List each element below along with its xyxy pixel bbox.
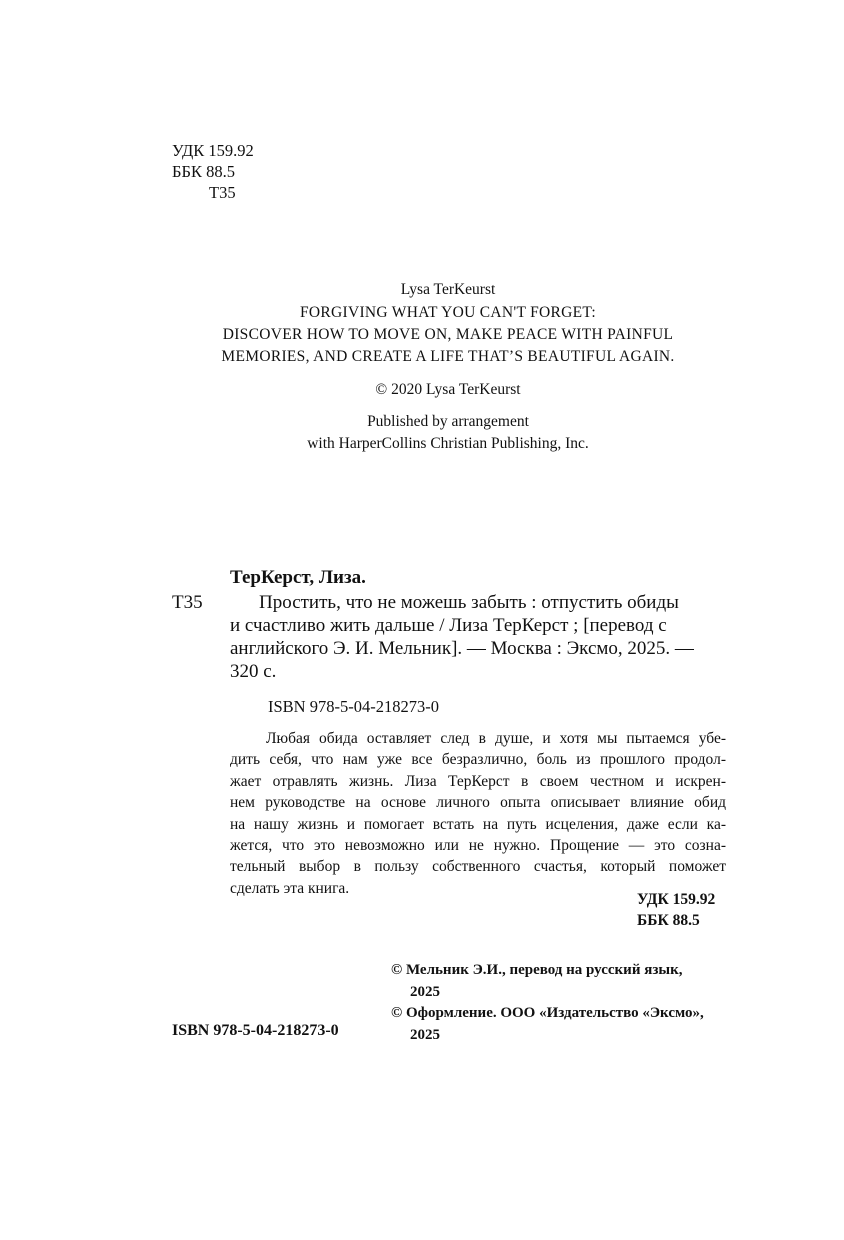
design-copyright: © Оформление. ООО «Издательство «Эксмо», (391, 1005, 704, 1021)
publication-arrangement (172, 411, 724, 455)
original-author-name: Lysa TerKeurst (400, 281, 496, 298)
bottom-isbn: ISBN 978-5-04-218273-0 (172, 1022, 339, 1039)
annotation-line: Любая обида оставляет след в душе, и хотя мы пытаемся убе- (266, 730, 726, 747)
translation-copyright: © Мельник Э.И., перевод на русский язык, (391, 962, 683, 978)
record-title-line: и счастливо жить дальше / Лиза ТерКерст ; [перевод с (230, 615, 667, 636)
original-title-line: FORGIVING WHAT YOU CAN'T FORGET: (299, 304, 597, 321)
bbk-code: ББК 88.5 (172, 162, 235, 181)
annotation-line: нем руководстве на основе личного опыта описывает влияние обид (230, 794, 726, 812)
annotation-line: сделать эта книга. (230, 879, 350, 897)
record-isbn: ISBN 978-5-04-218273-0 (268, 697, 439, 716)
record-author-heading: ТерКерст, Лиза. (230, 567, 366, 588)
udk-code: УДК 159.92 (172, 141, 254, 160)
record-udk: УДК 159.92 (637, 891, 716, 908)
annotation-line: жает отравлять жизнь. Лиза ТерКерст в своем честном и искрен- (230, 772, 726, 790)
original-author (172, 279, 724, 301)
annotation-line: на нашу жизнь и помогает встать на путь исцеления, даже если ка- (230, 815, 726, 833)
record-author-mark: Т35 (172, 592, 203, 613)
arrangement-line: with HarperCollins Christian Publishing, Inc. (307, 435, 589, 452)
original-copyright (172, 379, 724, 401)
annotation-line: дить себя, что нам уже все безразлично, боль из прошлого продол- (230, 751, 726, 769)
design-copyright-year: 2025 (410, 1027, 440, 1043)
record-bbk: ББК 88.5 (637, 912, 700, 929)
original-copyright-text: © 2020 Lysa TerKeurst (375, 381, 521, 398)
record-title-line: Простить, что не можешь забыть : отпустить обиды (259, 592, 679, 613)
original-title (172, 302, 724, 368)
annotation-line: тельный выбор в пользу собственного счастья, который поможет (230, 858, 726, 876)
arrangement-line: Published by arrangement (367, 413, 529, 430)
translation-copyright-year: 2025 (410, 984, 440, 1000)
record-title-line: 320 с. (230, 661, 277, 682)
author-mark: Т35 (209, 183, 236, 202)
annotation-line: жется, что это невозможно или не нужно. Прощение — это созна- (230, 837, 726, 855)
original-title-line: MEMORIES, AND CREATE A LIFE THAT’S BEAUTIFUL AGAIN. (221, 348, 675, 365)
annotation (230, 728, 726, 899)
record-title-line: английского Э. И. Мельник]. — Москва : Эксмо, 2025. — (230, 638, 694, 659)
original-title-line: DISCOVER HOW TO MOVE ON, MAKE PEACE WITH PAINFUL (222, 326, 674, 343)
